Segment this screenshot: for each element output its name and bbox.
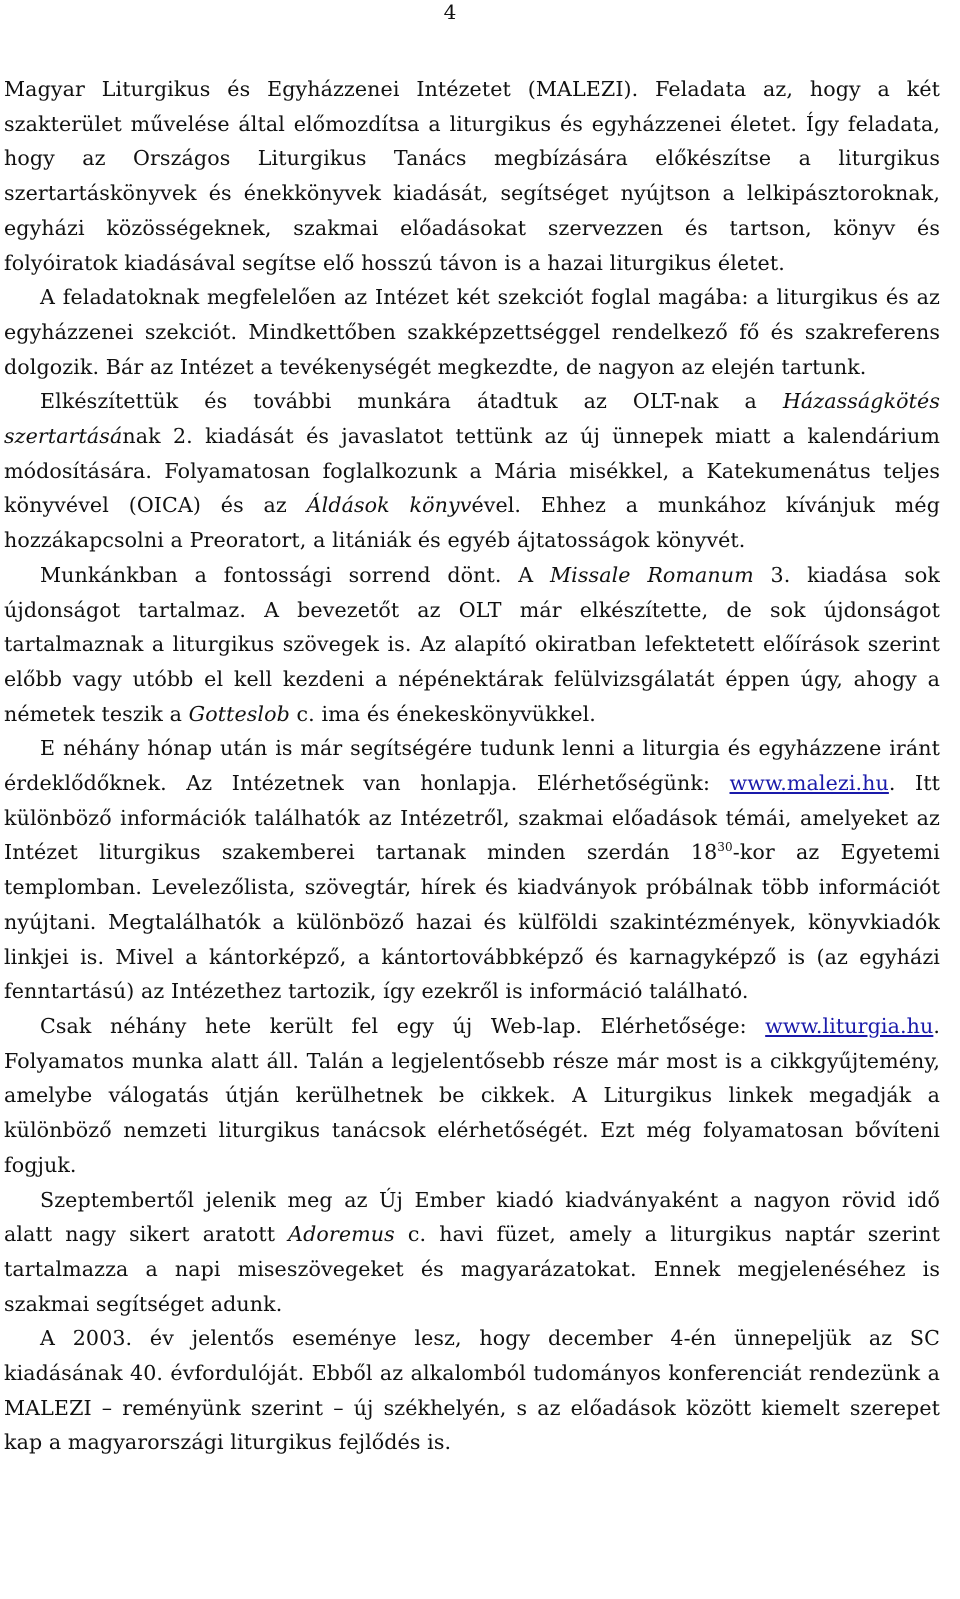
publication-title-adoremus: Adoremus (288, 1222, 395, 1247)
p4-text-b: 3. kiadása sok újdonságot tartalmaz. A bevezetőt az OLT már elkészítette, de sok újdonságot tartalmaznak a liturgikus szövegek is. Az alapító okiratban lefektetett előírások szerint előbb vagy utóbb el kell kezdeni a népénektárak felülvizsgálatát éppen úgy, ahogy a németek teszik a (4, 562, 940, 726)
liturgia-link[interactable]: www.liturgia.hu (765, 1013, 934, 1038)
paragraph-5 (4, 731, 940, 1009)
p6-text-a: Csak néhány hete került fel egy új Web-lap. Elérhetősége: (40, 1013, 766, 1038)
p4-text-a: Munkánkban a fontossági sorrend dönt. A (40, 562, 550, 587)
p7-text-b: c. havi füzet, amely a liturgikus naptár szerint tartalmazza a napi miseszövegeket és magyarázatokat. Ennek megjelenéséhez is szakmai segítséget adunk. (4, 1222, 940, 1316)
document-body (4, 72, 940, 1460)
paragraph-2: A feladatoknak megfelelően az Intézet két szekciót foglal magába: a liturgikus és az egyházzenei szekciót. Mindkettőben szakképzettséggel rendelkező fő és szakreferens dolgozik. Bár az Intézet a tevékenységét megkezdte, de nagyon az elején tartunk. (4, 285, 940, 379)
book-title-gotteslob: Gotteslob (188, 701, 290, 726)
malezi-link[interactable]: www.malezi.hu (729, 771, 889, 796)
paragraph-7 (4, 1183, 940, 1322)
p5-text-b: . Itt különböző információk találhatók az Intézetről, szakmai előadások témái, amelyeket az Intézet liturgikus szakemberei tartanak minden szerdán 18 (4, 771, 940, 865)
p5-text-c: -kor az Egyetemi templomban. Levelezőlista, szövegtár, hírek és kiadványok próbálnak több információt nyújtani. Megtalálhatók a különböző hazai és külföldi szakintézmények, könyvkiadók linkjei is. Mivel a kántorképző, a kántortovábbképző és karnagyképző is (az egyházi fenntartású) az Intézethez tartozik, így ezekről is információ található. (4, 840, 940, 1004)
p3-text-c: ével. Ehhez a munkához kívánjuk még hozzákapcsolni a Preoratort, a litániák és egyéb ájtatosságok könyvét. (4, 493, 940, 553)
p6-text-b: . Folyamatos munka alatt áll. Talán a legjelentősebb része már most is a cikkgyűjtemény, amelybe válogatás útján kerülhetnek be cikkek. A Liturgikus linkek megadják a különböző nemzeti liturgikus tanácsok elérhetőségét. Ezt még folyamatosan bővíteni fogjuk. (4, 1013, 940, 1177)
p3-text-b: nak 2. kiadását és javaslatot tettünk az új ünnepek miatt a kalendárium módosítására. Folyamatosan foglalkozunk a Mária misékkel, a Katekumenátus teljes könyvével (OICA) és az (4, 424, 940, 518)
book-title-aldasok: Áldások könyv (306, 493, 472, 518)
p7-text-a: Szeptembertől jelenik meg az Új Ember kiadó kiadványaként a nagyon rövid idő alatt nagy sikert aratott (4, 1187, 940, 1247)
paragraph-1: Magyar Liturgikus és Egyházzenei Intézetet (MALEZI). Feladata az, hogy a két szakterület művelése által előmozdítsa a liturgikus és egyházzenei életet. Így feladata, hogy az Országos Liturgikus Tanács megbízására előkészítse a liturgikus szertartáskönyvek és énekkönyvek kiadását, segítséget nyújtson a lelkipásztoroknak, egyházi közösségeknek, szakmai előadásokat szervezzen és tartson, könyv és folyóiratok kiadásával segítse elő hosszú távon is a hazai liturgikus életet. (4, 77, 940, 275)
p4-text-c: c. ima és énekeskönyvükkel. (289, 701, 596, 726)
book-title-hazassagkotes: Házasságkötés szertartásá (4, 389, 940, 449)
paragraph-3 (4, 384, 940, 558)
paragraph-6 (4, 1009, 940, 1183)
p5-text-a: E néhány hónap után is már segítségére tudunk lenni a liturgia és egyházzene iránt érdeklődőknek. Az Intézetnek van honlapja. Elérhetőségünk: (4, 736, 940, 796)
paragraph-8: A 2003. év jelentős eseménye lesz, hogy december 4-én ünnepeljük az SC kiadásának 40. évfordulóját. Ebből az alkalomból tudományos konferenciát rendezünk a MALEZI – reményünk szerint – új székhelyén, s az előadások között kiemelt szerepet kap a magyarországi liturgikus fejlődés is. (4, 1326, 940, 1455)
paragraph-4 (4, 558, 940, 732)
time-superscript: 30 (717, 840, 733, 855)
page-number: 4 (443, 0, 457, 24)
p3-text-a: Elkészítettük és további munkára átadtuk az OLT-nak a (40, 389, 783, 414)
book-title-missale: Missale Romanum (550, 562, 754, 587)
